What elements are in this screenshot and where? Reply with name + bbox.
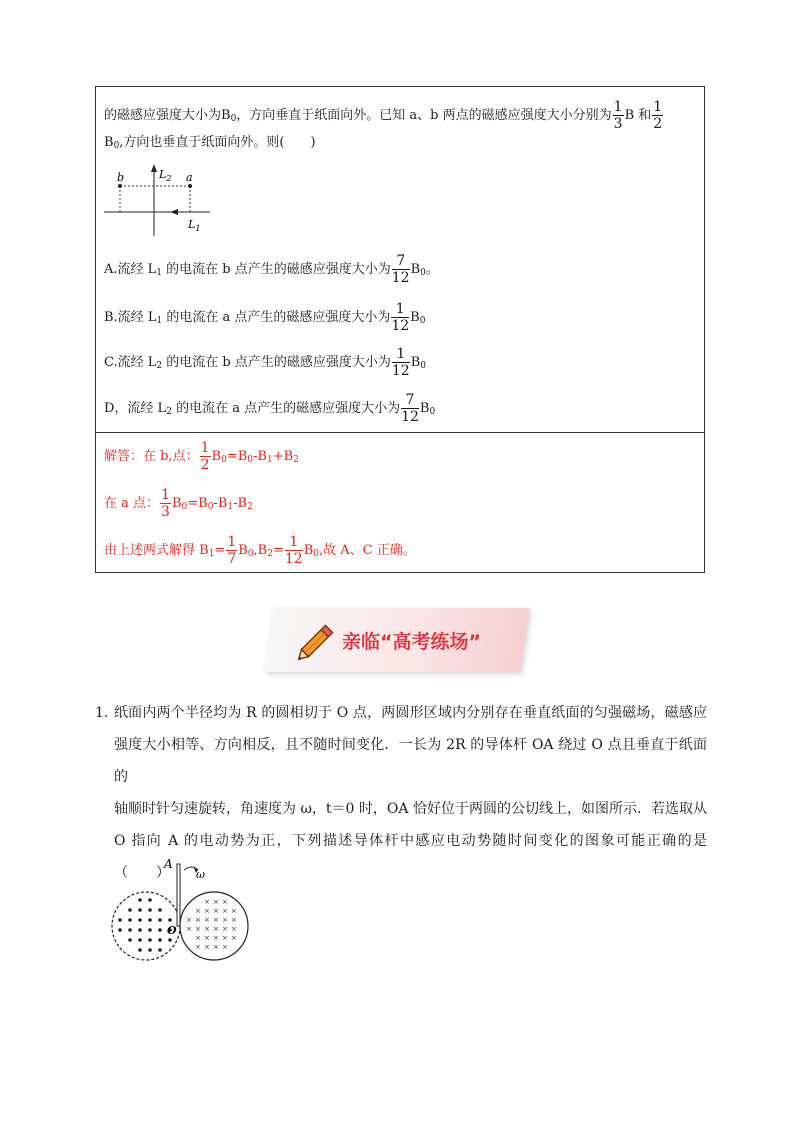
field-dot [158, 938, 162, 942]
question-number: 1. [95, 705, 109, 721]
intro-text-b: ，方向垂直于纸面向外。已知 a、b 两点的磁感应强度大小分别为 [236, 108, 612, 123]
field-dot [128, 928, 132, 932]
field-dot [158, 948, 162, 952]
field-dot [158, 928, 162, 932]
field-dot [138, 928, 142, 932]
label-l2: $L_2$ [159, 168, 172, 183]
field-dot [128, 918, 132, 922]
field-cross: × [222, 898, 228, 906]
fraction: $\frac{1}{3}$ [613, 99, 623, 132]
field-cross: × [222, 916, 228, 924]
field-cross: × [195, 934, 201, 942]
field-dot [168, 938, 172, 942]
field-dot [168, 918, 172, 922]
label-a: A [164, 857, 173, 871]
pencil-icon [294, 618, 340, 664]
label-b: b [117, 171, 125, 184]
question-line: 轴顺时针匀速旋转，角速度为 ω，t＝0 时，OA 恰好位于两圆的公切线上，如图所示．若选取从 [114, 801, 707, 817]
field-dot [148, 928, 152, 932]
field-cross: × [186, 916, 192, 924]
field-dot [138, 918, 142, 922]
banner-title: 亲临“高考练场” [342, 631, 481, 653]
field-dot [138, 908, 142, 912]
field-cross: × [204, 925, 210, 933]
solution-line-2: 在 a 点： $\frac{1}{3}$ $B_0=B_0-B_1-B_2$ [104, 487, 253, 520]
point-a [188, 184, 192, 188]
wire-diagram [104, 162, 216, 238]
intro-mid: B 和 [624, 108, 652, 123]
l1-arrow [170, 209, 178, 215]
field-cross: × [213, 925, 219, 933]
field-dot [158, 908, 162, 912]
field-dot [148, 948, 152, 952]
field-cross: × [231, 925, 237, 933]
label-a: a [186, 171, 193, 184]
field-cross: × [222, 925, 228, 933]
field-cross: × [204, 907, 210, 915]
option-a: A.流经 $L_1$ 的电流在 b 点产生的磁感应强度大小为 $\frac{7}{12}$ $B_0$。 [104, 253, 439, 286]
option-d: D，流经 $L_2$ 的电流在 a 点产生的磁感应强度大小为 $\frac{7}{12}$ $B_0$ [104, 392, 436, 425]
field-dot [148, 918, 152, 922]
field-cross: × [213, 898, 219, 906]
label-o: O [167, 924, 177, 937]
option-c: C.流经 $L_2$ 的电流在 b 点产生的磁感应强度大小为 $\frac{1}{12}$ $B_0$ [104, 346, 426, 379]
field-dot [148, 938, 152, 942]
field-dot [138, 948, 142, 952]
intro-line-1: 的磁感应强度大小为$B_0$，方向垂直于纸面向外。已知 a、b 两点的磁感应强度大小分别为 $\frac{1}{3}$ B 和 $\frac{1}{2}$ [104, 99, 663, 132]
question-line: 强度大小相等、方向相反，且不随时间变化．一长为 2R 的导体杆 OA 绕过 O 点且垂直于纸面的 [114, 737, 707, 785]
field-cross: × [231, 934, 237, 942]
question-line: （ ） [114, 865, 170, 881]
solution-line-1: 解答：在 b,点： $\frac{1}{2}$ $B_0=B_0-B_1+B_2$ [104, 440, 299, 473]
cross-field [186, 898, 237, 951]
field-cross: × [204, 943, 210, 951]
field-dot [148, 898, 152, 902]
fraction: $\frac{1}{2}$ [653, 99, 663, 132]
field-cross: × [195, 916, 201, 924]
field-cross: × [195, 943, 201, 951]
label-l1: $L_1$ [188, 218, 201, 233]
field-cross: × [231, 916, 237, 924]
l2-arrow [151, 164, 157, 172]
field-cross: × [213, 907, 219, 915]
solution-line-3: 由上述两式解得 $B_1=$ $\frac{1}{7}$ $B_0,B_2=$ $\frac{1}{12}$ $B_0$,故 A、C 正确。 [104, 534, 416, 567]
field-cross: × [222, 907, 228, 915]
field-dot [148, 908, 152, 912]
intro-text: 的磁感应强度大小为B [104, 108, 231, 123]
question-line: O 指向 A 的电动势为正，下列描述导体杆中感应电动势随时间变化的图象可能正确的是 [114, 833, 707, 849]
field-cross: × [204, 934, 210, 942]
field-cross: × [195, 925, 201, 933]
field-cross: × [222, 943, 228, 951]
circles-diagram [110, 852, 270, 972]
field-cross: × [222, 934, 228, 942]
field-dot [138, 938, 142, 942]
question-line: 纸面内两个半径均为 R 的圆相切于 O 点，两圆形区域内分别存在垂直纸面的匀强磁场，磁感应 [114, 705, 707, 721]
dot-field [118, 898, 172, 952]
field-dot [158, 918, 162, 922]
option-b: B.流经 $L_1$ 的电流在 a 点产生的磁感应强度大小为 $\frac{1}{12}$ $B_0$ [104, 301, 426, 334]
field-dot [128, 938, 132, 942]
rod-oa [177, 864, 180, 926]
field-cross: × [231, 907, 237, 915]
field-dot [118, 918, 122, 922]
box-divider [96, 432, 704, 433]
field-cross: × [204, 898, 210, 906]
label-omega: ω [196, 868, 205, 881]
point-b [118, 184, 122, 188]
field-cross: × [204, 916, 210, 924]
intro-line-2: $B_0$,方向也垂直于纸面向外。则( ) [104, 135, 316, 151]
field-dot [118, 928, 122, 932]
field-cross: × [213, 943, 219, 951]
field-dot [138, 898, 142, 902]
field-dot [128, 908, 132, 912]
field-cross: × [186, 925, 192, 933]
field-cross: × [195, 907, 201, 915]
field-cross: × [213, 934, 219, 942]
field-cross: × [213, 916, 219, 924]
